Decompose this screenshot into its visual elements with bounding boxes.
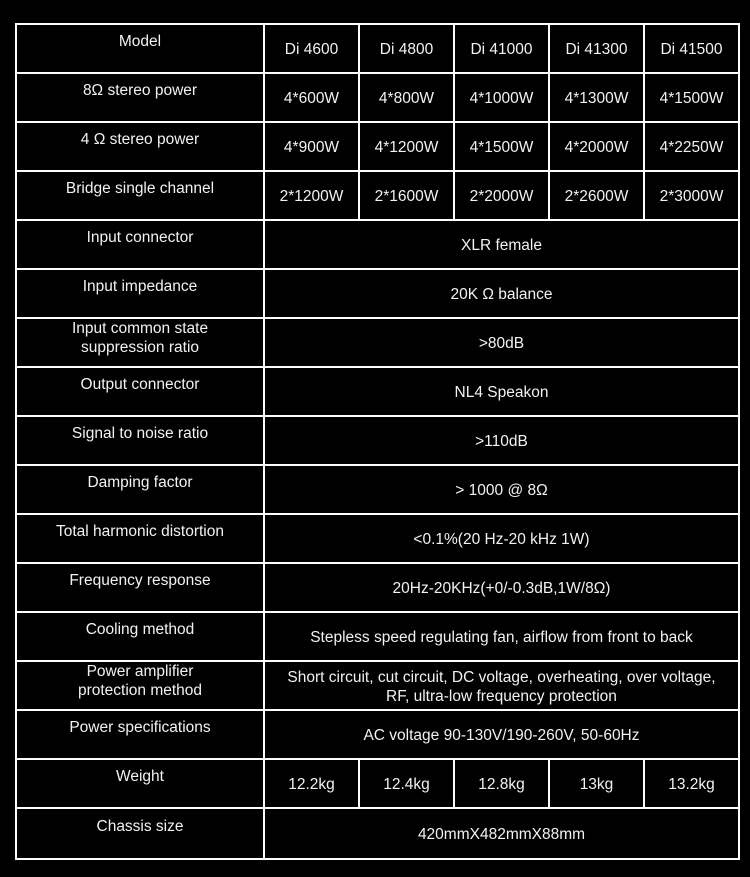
spec-value: XLR female xyxy=(264,220,739,269)
table-row-frequency-response xyxy=(16,563,739,612)
spec-label-text: Total harmonic distortion xyxy=(56,522,224,540)
spec-label xyxy=(16,759,264,808)
spec-label xyxy=(16,318,264,367)
table-row-weight xyxy=(16,759,739,808)
table-row-protection-method xyxy=(16,661,739,710)
spec-value: NL4 Speakon xyxy=(264,367,739,416)
spec-label-text: Input impedance xyxy=(82,277,198,295)
spec-value: 2*2600W xyxy=(549,171,644,220)
spec-label xyxy=(16,416,264,465)
spec-label xyxy=(16,710,264,759)
spec-value: 2*3000W xyxy=(644,171,739,220)
table-row-snr xyxy=(16,416,739,465)
spec-value: 4*1500W xyxy=(644,73,739,122)
spec-value: 4*600W xyxy=(264,73,359,122)
spec-value: 4*2250W xyxy=(644,122,739,171)
spec-label-text: protection method xyxy=(77,681,203,699)
model-cell: Di 41500 xyxy=(644,24,739,73)
spec-label-text: Frequency response xyxy=(69,571,211,589)
spec-value: >110dB xyxy=(264,416,739,465)
spec-value: 20K Ω balance xyxy=(264,269,739,318)
spec-value: 2*2000W xyxy=(454,171,549,220)
table-row-output-connector xyxy=(16,367,739,416)
table-row-chassis-size xyxy=(16,808,739,859)
spec-value: 20Hz-20KHz(+0/-0.3dB,1W/8Ω) xyxy=(264,563,739,612)
spec-label xyxy=(16,563,264,612)
model-cell: Di 4800 xyxy=(359,24,454,73)
spec-value: 4*800W xyxy=(359,73,454,122)
spec-value: 12.4kg xyxy=(359,759,454,808)
spec-label-text: Power specifications xyxy=(69,718,211,736)
model-cell: Di 41000 xyxy=(454,24,549,73)
spec-value: 4*1200W xyxy=(359,122,454,171)
spec-label-text: Cooling method xyxy=(85,620,195,638)
spec-label xyxy=(16,465,264,514)
spec-label-text: Model xyxy=(118,32,162,50)
spec-value: 4*2000W xyxy=(549,122,644,171)
table-row-cooling-method xyxy=(16,612,739,661)
spec-value: > 1000 @ 8Ω xyxy=(264,465,739,514)
spec-value: >80dB xyxy=(264,318,739,367)
spec-value: 12.2kg xyxy=(264,759,359,808)
table-row-4ohm-power xyxy=(16,122,739,171)
spec-label-text: Chassis size xyxy=(96,817,184,835)
spec-value: 4*900W xyxy=(264,122,359,171)
table-row-damping-factor xyxy=(16,465,739,514)
spec-label-text: Input common state xyxy=(71,320,209,338)
table-row-input-connector xyxy=(16,220,739,269)
spec-label-text: Output connector xyxy=(80,375,200,393)
spec-value: 4*1000W xyxy=(454,73,549,122)
spec-value: 4*1500W xyxy=(454,122,549,171)
table-row-common-state-suppression xyxy=(16,318,739,367)
table-row-model xyxy=(16,24,739,73)
spec-value: AC voltage 90-130V/190-260V, 50-60Hz xyxy=(264,710,739,759)
spec-value: <0.1%(20 Hz-20 kHz 1W) xyxy=(264,514,739,563)
table-row-power-specifications xyxy=(16,710,739,759)
spec-value: 13kg xyxy=(549,759,644,808)
spec-label xyxy=(16,171,264,220)
spec-label xyxy=(16,220,264,269)
spec-label xyxy=(16,661,264,710)
spec-value: 4*1300W xyxy=(549,73,644,122)
spec-label xyxy=(16,612,264,661)
spec-value: 2*1200W xyxy=(264,171,359,220)
spec-label-text: Damping factor xyxy=(87,473,193,491)
table-row-input-impedance xyxy=(16,269,739,318)
spec-value: 13.2kg xyxy=(644,759,739,808)
spec-value: Short circuit, cut circuit, DC voltage, overheating, over voltage, RF, ultra-low frequency protection xyxy=(264,661,739,710)
model-cell: Di 4600 xyxy=(264,24,359,73)
spec-label xyxy=(16,269,264,318)
table-row-8ohm-power xyxy=(16,73,739,122)
spec-label-text: Bridge single channel xyxy=(65,179,215,197)
table-row-bridge-channel xyxy=(16,171,739,220)
spec-label-text: 4 Ω stereo power xyxy=(80,130,200,148)
table-row-thd xyxy=(16,514,739,563)
spec-value: 2*1600W xyxy=(359,171,454,220)
spec-label xyxy=(16,514,264,563)
model-cell: Di 41300 xyxy=(549,24,644,73)
spec-label-text: Signal to noise ratio xyxy=(71,424,209,442)
spec-label-model xyxy=(16,24,264,73)
spec-label-text: suppression ratio xyxy=(80,338,200,356)
amplifier-spec-table xyxy=(15,23,740,860)
spec-value: Stepless speed regulating fan, airflow from front to back xyxy=(264,612,739,661)
spec-label xyxy=(16,122,264,171)
spec-label xyxy=(16,367,264,416)
spec-label xyxy=(16,808,264,859)
spec-label-text: Input connector xyxy=(86,228,194,246)
spec-label xyxy=(16,73,264,122)
spec-label-text: Power amplifier xyxy=(86,663,194,681)
spec-label-text: Weight xyxy=(116,767,164,785)
spec-label-text: 8Ω stereo power xyxy=(82,81,198,99)
spec-value: 12.8kg xyxy=(454,759,549,808)
spec-value: 420mmX482mmX88mm xyxy=(264,808,739,859)
